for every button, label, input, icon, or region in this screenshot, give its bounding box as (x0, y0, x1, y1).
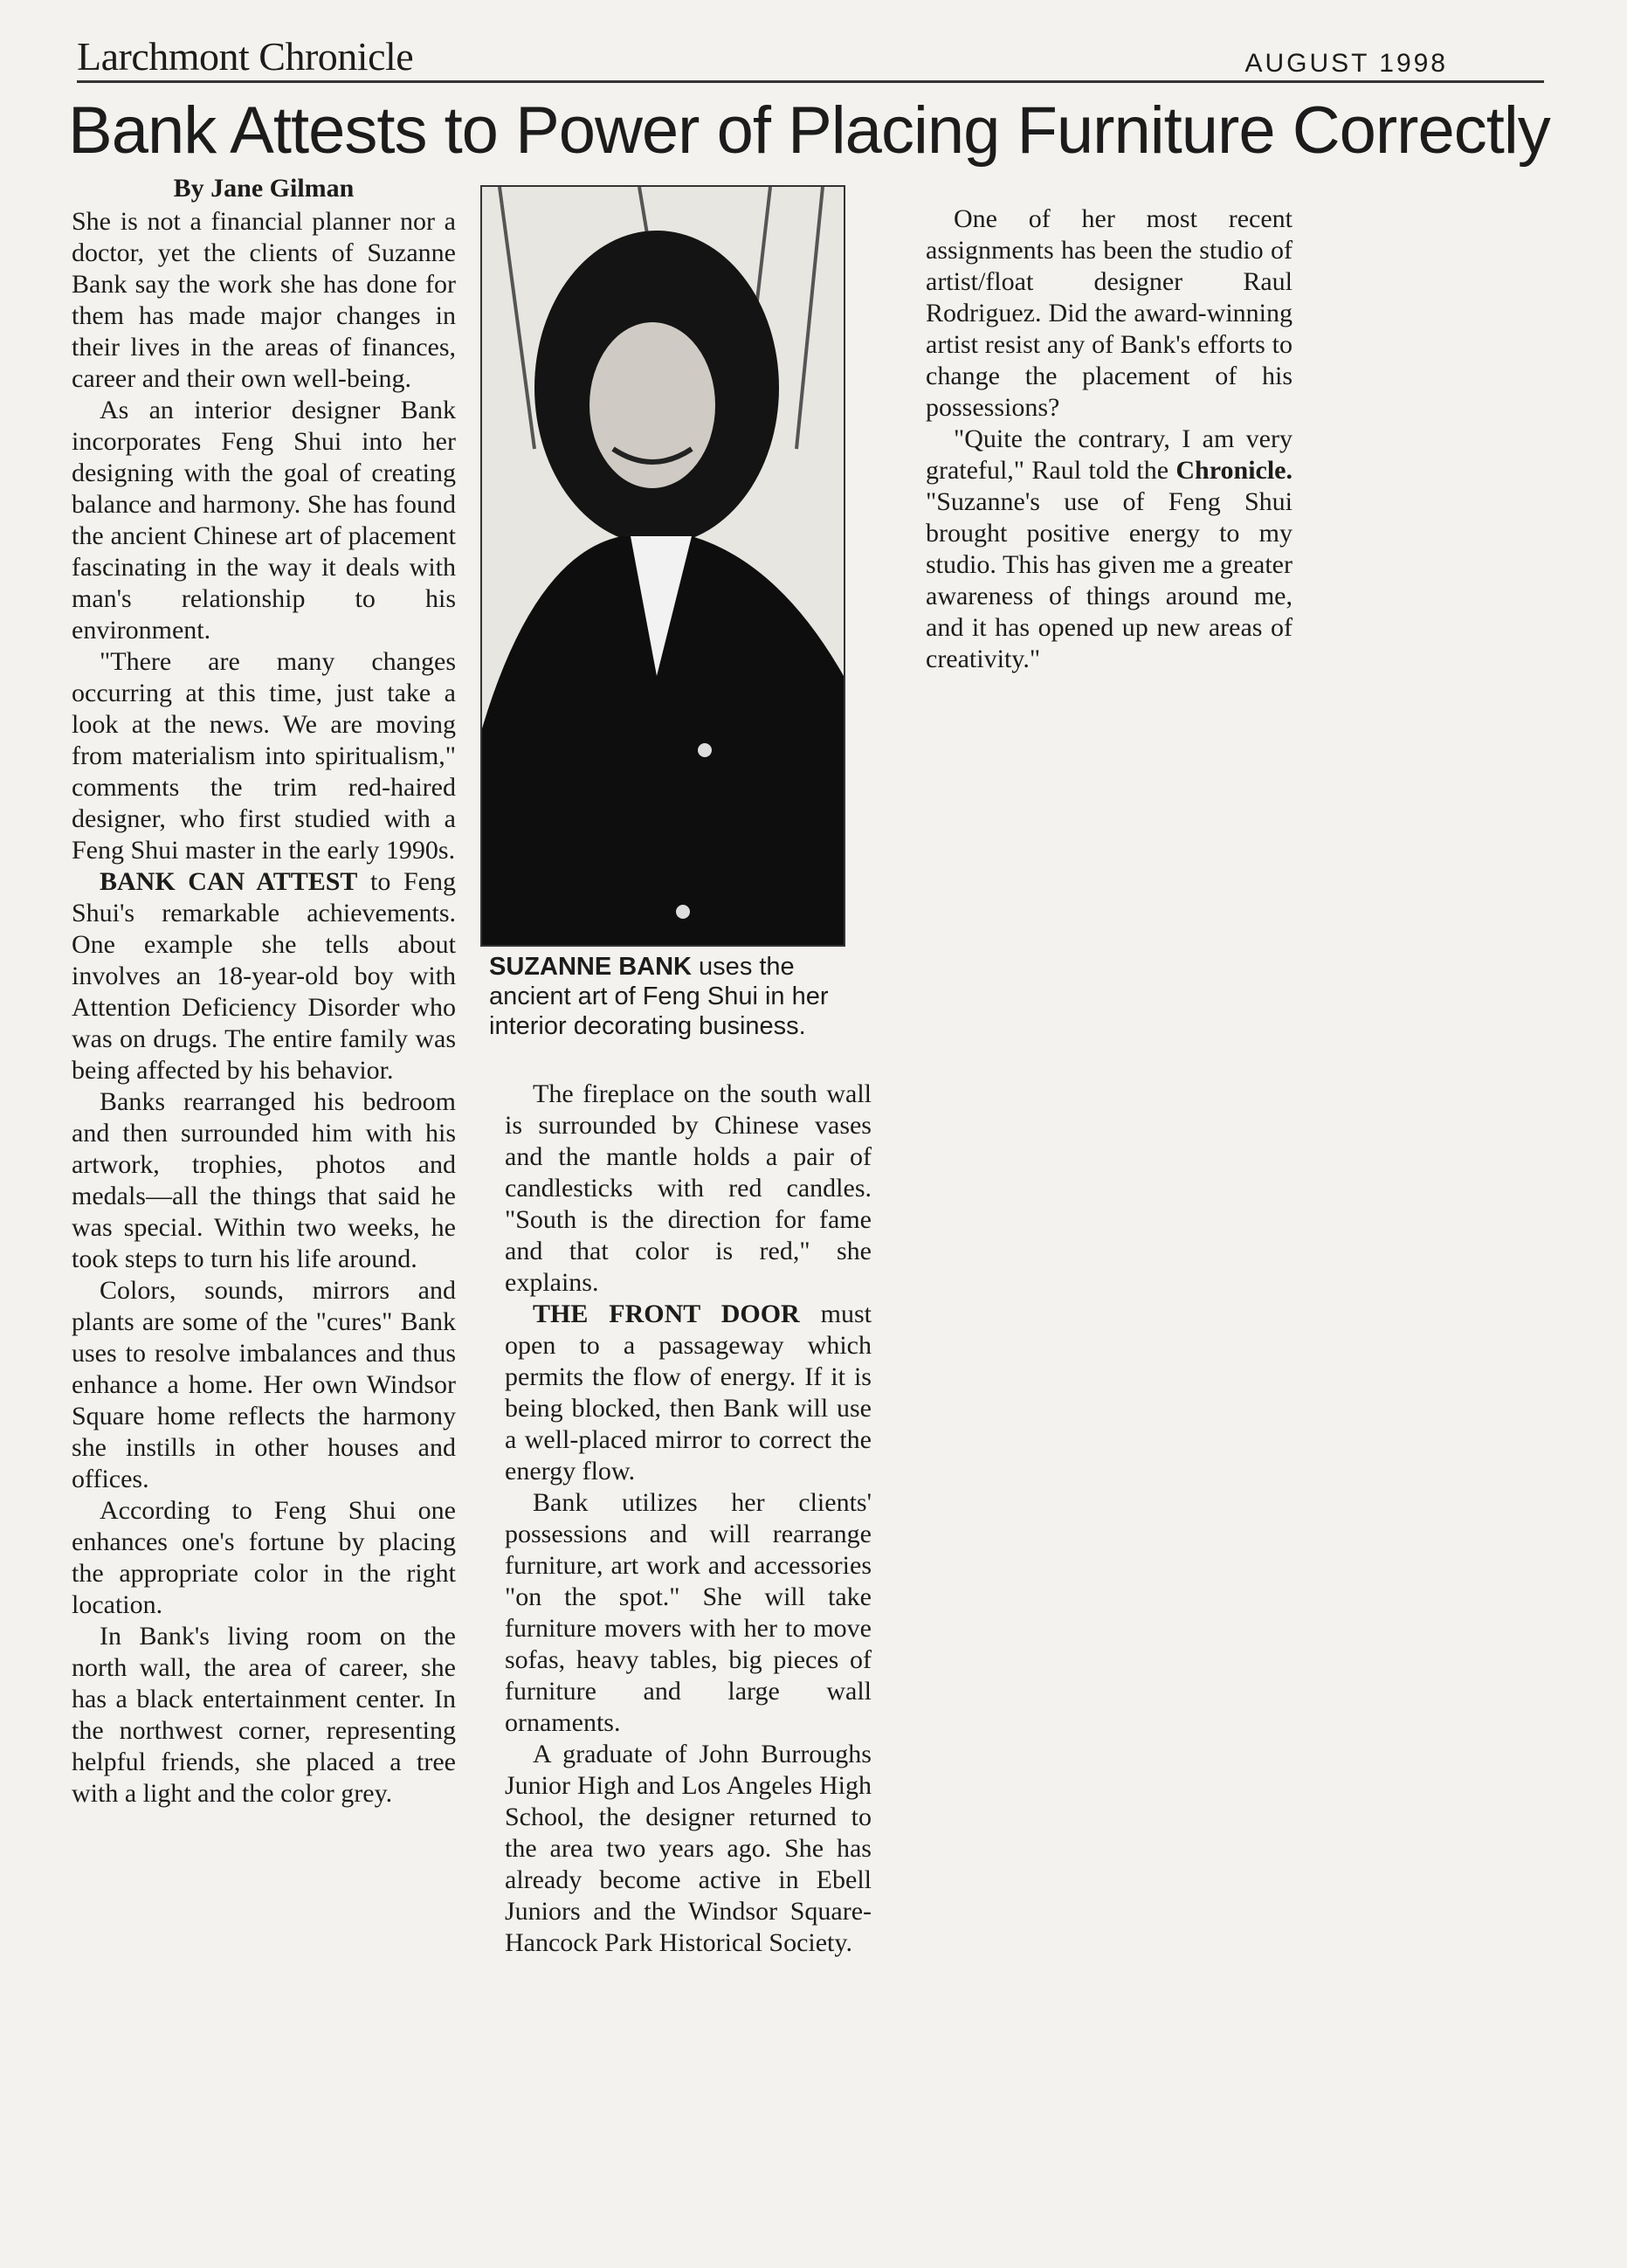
masthead-rule (77, 80, 1544, 83)
paragraph: In Bank's living room on the north wall, the area of career, she has a black entertainment center. In the northwest corner, representing helpful friends, she placed a tree with a light and the color grey. (72, 1622, 456, 1808)
portrait-photo (480, 185, 845, 947)
masthead (77, 33, 1544, 82)
paragraph: A graduate of John Burroughs Junior High and Los Angeles High School, the designer returned to the area two years ago. She has already become active in Ebell Juniors and the Windsor Square-Hancock Park Historical Society. (505, 1740, 872, 1957)
paragraph: She is not a financial planner nor a doctor, yet the clients of Suzanne Bank say the work she has done for them has made major changes in their lives in the areas of finances, career and their own well-being. (72, 207, 456, 393)
chronicle-bold: Chronicle. (1175, 456, 1293, 485)
headline: Bank Attests to Power of Placing Furniture Correctly (68, 93, 1550, 168)
column-2 (505, 1079, 872, 1959)
paragraph: As an interior designer Bank incorporates Feng Shui into her designing with the goal of creating balance and harmony. She has found the ancient Chinese art of placement fascinating in the way it deals with man's relationship to his environment. (72, 396, 456, 645)
paragraph: THE FRONT DOOR must open to a passageway which permits the flow of energy. If it is being blocked, then Bank will use a well-placed mirror to correct the energy flow. (505, 1299, 872, 1486)
byline: By Jane Gilman (173, 174, 355, 203)
paragraph: One of her most recent assignments has been the studio of artist/float designer Raul Rodriguez. Did the award-winning artist resist any of Bank's efforts to change the placement of his possessions? (926, 204, 1293, 422)
paper-name: Larchmont Chronicle (77, 34, 414, 79)
paragraph: The fireplace on the south wall is surrounded by Chinese vases and the mantle holds a pair of candlesticks with red candles. "South is the direction for fame and that color is red," she explains. (505, 1079, 872, 1297)
paragraph: BANK CAN ATTEST to Feng Shui's remarkable achievements. One example she tells about involves an 18-year-old boy with Attention Deficiency Disorder who was on drugs. The entire family was being affected by his behavior. (72, 867, 456, 1085)
lead-in: THE FRONT DOOR (533, 1299, 800, 1328)
portrait-image (482, 187, 844, 945)
column-1 (72, 173, 456, 1810)
paragraph: Bank utilizes her clients' possessions and will rearrange furniture, art work and accessories "on the spot." She will take furniture movers with her to move sofas, heavy tables, big pieces of furniture and large wall ornaments. (505, 1488, 872, 1737)
paragraph: "There are many changes occurring at this time, just take a look at the news. We are moving from materialism into spiritualism," comments the trim red-haired designer, who first studied with a Feng Shui master in the early 1990s. (72, 647, 456, 865)
column-3 (926, 203, 1293, 675)
paragraph: Banks rearranged his bedroom and then surrounded him with his artwork, trophies, photos and medals—all the things that said he was special. Within two weeks, he took steps to turn his life around. (72, 1087, 456, 1273)
photo-caption: SUZANNE BANK uses the ancient art of Feng Shui in her interior decorating business. (489, 953, 829, 1040)
paragraph: Colors, sounds, mirrors and plants are some of the "cures" Bank uses to resolve imbalances and thus enhance a home. Her own Windsor Square home reflects the harmony she instills in other houses and offices. (72, 1276, 456, 1493)
lead-in: BANK CAN ATTEST (100, 867, 358, 896)
paragraph: "Quite the contrary, I am very grateful," Raul told the Chronicle. "Suzanne's use of Feng Shui brought positive energy to my studio. This has given me a greater awareness of things around me, and it has opened up new areas of creativity." (926, 424, 1293, 673)
paragraph: According to Feng Shui one enhances one's fortune by placing the appropriate color in the right location. (72, 1496, 456, 1619)
issue-date: AUGUST 1998 (1244, 49, 1448, 78)
caption-name: SUZANNE BANK (489, 953, 692, 981)
